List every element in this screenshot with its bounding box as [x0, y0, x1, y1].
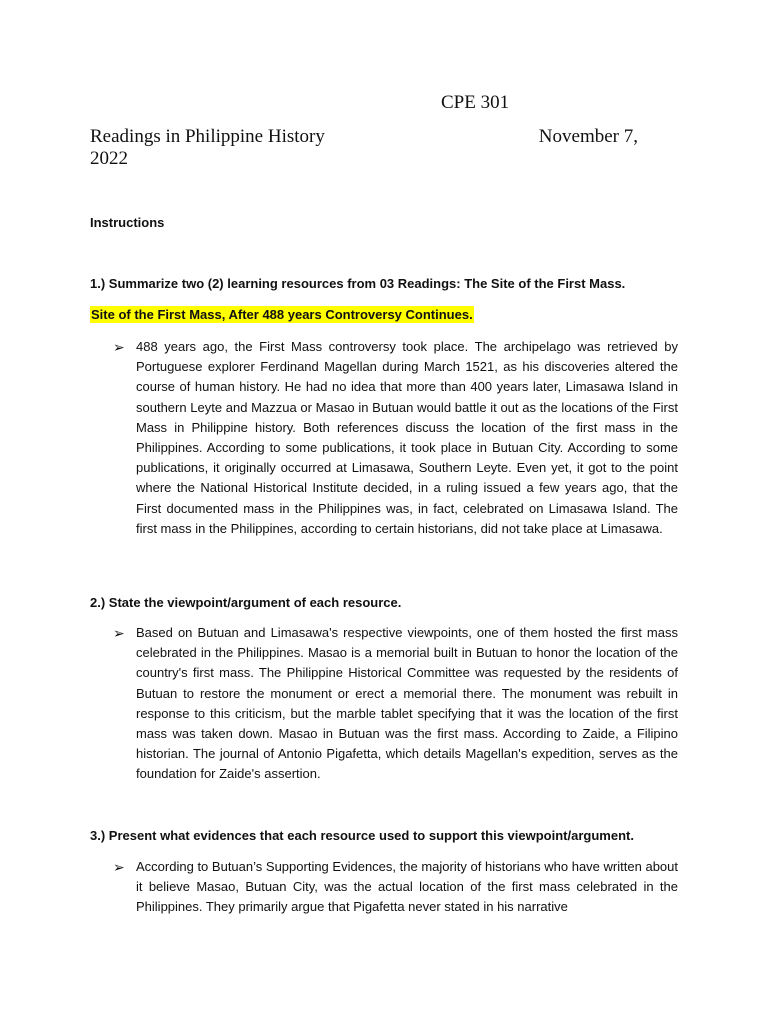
arrow-bullet-icon: ➢: [113, 625, 125, 641]
subject-line: [90, 126, 638, 148]
question-2: 2.) State the viewpoint/argument of each resource.: [90, 595, 402, 610]
date-text: November 7,: [538, 126, 638, 147]
course-code: CPE 301: [441, 92, 510, 113]
arrow-bullet-icon: ➢: [113, 859, 125, 875]
instructions-heading: Instructions: [90, 215, 165, 230]
date-year: 2022: [90, 148, 128, 169]
answer-2-paragraph: Based on Butuan and Limasawa's respective viewpoints, one of them hosted the first mass celebrated in the Philippines. Masao is a memorial built in Butuan to honor the location of the country's first mass. The Philippine Historical Committee was requested by the residents of Butuan to restore the monument or erect a memorial there. The monument was rebuilt in response to this criticism, but the marble tablet specifying that it was the location of the first mass was taken down. Masao in Butuan was the first mass. According to Zaide, a Filipino historian. The journal of Antonio Pigafetta, which details Magellan's expedition, serves as the foundation for Zaide's assertion.: [136, 625, 678, 782]
arrow-bullet-icon: ➢: [113, 339, 125, 355]
highlighted-resource-title: Site of the First Mass, After 488 years Controversy Continues.: [91, 307, 473, 322]
question-3: 3.) Present what evidences that each resource used to support this viewpoint/argument.: [90, 828, 634, 843]
highlighted-title-line: [90, 307, 474, 322]
answer-1-paragraph: 488 years ago, the First Mass controversy took place. The archipelago was retrieved by Portuguese explorer Ferdinand Magellan during March 1521, as his discoveries altered the course of human history. He had no idea that more than 400 years later, Limasawa Island in southern Leyte and Mazzua or Masao in Butuan would battle it out as the locations of the First Mass in Philippine history. Both references discuss the location of the first mass in the Philippines. According to some publications, it took place in Butuan City. According to some publications, it originally occurred at Limasawa, Southern Leyte. Even yet, it got to the point where the National Historical Institute decided, in a ruling issued a few years ago, that the First documented mass in the Philippines was, in fact, celebrated on Limasawa Island. The first mass in the Philippines, according to certain historians, did not take place at Limasawa.: [136, 339, 678, 536]
question-1: 1.) Summarize two (2) learning resources from 03 Readings: The Site of the First Mass.: [90, 276, 626, 291]
subject-title: Readings in Philippine History: [90, 126, 325, 147]
answer-3-paragraph: According to Butuan’s Supporting Evidences, the majority of historians who have written about it believe Masao, Butuan City, was the actual location of the first mass celebrated in the Philippines. They primarily argue that Pigafetta never stated in his narrative: [136, 859, 678, 915]
